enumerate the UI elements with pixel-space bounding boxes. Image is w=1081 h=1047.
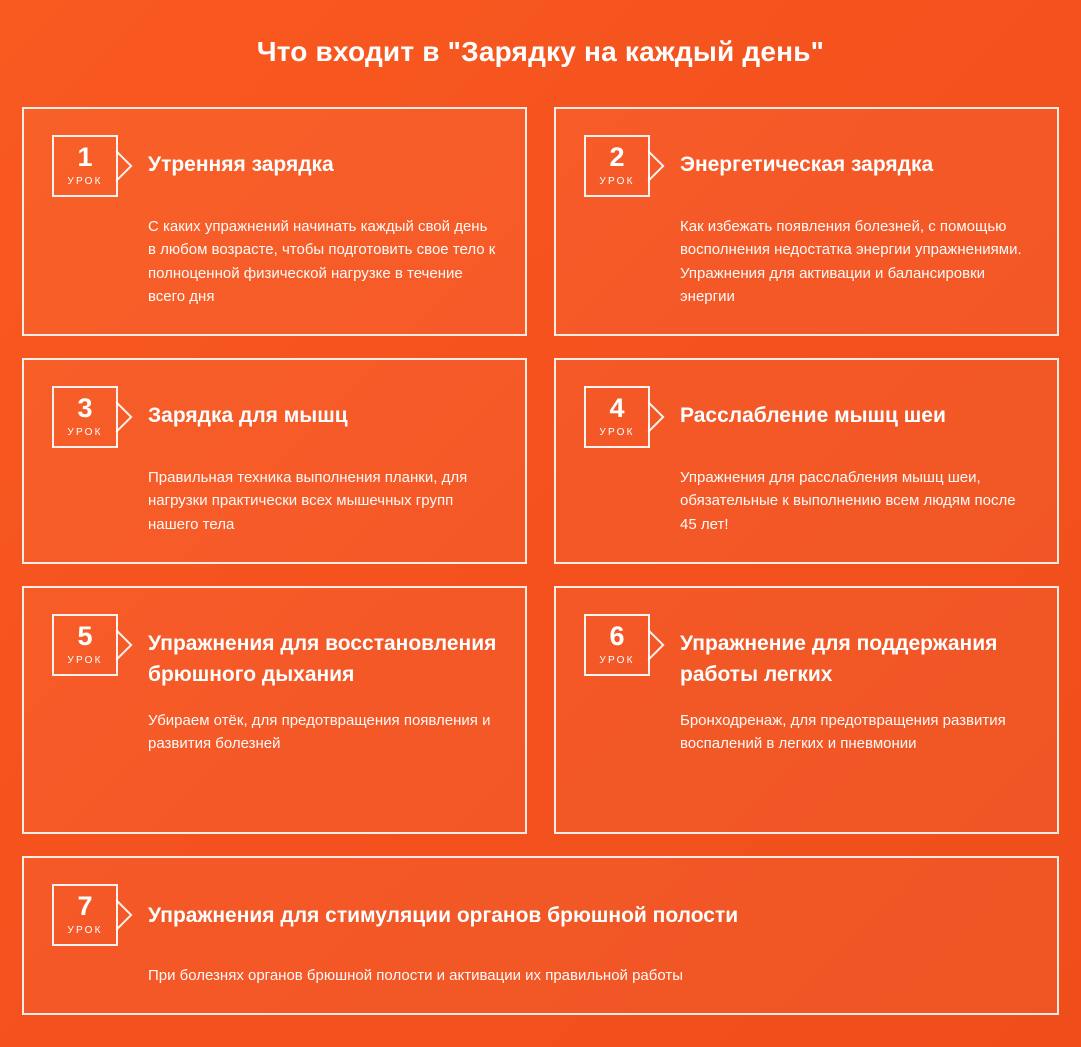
lesson-card-header	[584, 135, 1029, 197]
lesson-card-header	[52, 884, 1029, 946]
page-title: Что входит в "Зарядку на каждый день"	[256, 36, 825, 67]
lesson-number: 4	[609, 393, 625, 423]
lesson-word: УРОК	[67, 427, 103, 438]
lesson-badge-5	[52, 614, 118, 676]
lesson-description: С каких упражнений начинать каждый свой день в любом возрасте, чтобы подготовить свое тело к полноценной физической нагрузке в течение всего дня	[148, 218, 496, 305]
lesson-description: При болезнях органов брюшной полости и активации их правильной работы	[148, 966, 684, 984]
lesson-badge-7	[52, 884, 118, 946]
lesson-card-5[interactable]	[22, 586, 527, 834]
lesson-title: Упражнения для восстановления брюшного дыхания	[148, 631, 497, 687]
lesson-card-grid	[0, 69, 1081, 1015]
lesson-card-4[interactable]	[554, 358, 1059, 564]
lesson-description: Правильная техника выполнения планки, для нагрузки практически всех мышечных групп нашего тела	[148, 469, 468, 533]
lesson-title: Энергетическая зарядка	[680, 153, 934, 176]
lesson-card-header	[584, 386, 1029, 448]
lesson-badge-4	[584, 386, 650, 448]
lesson-card-2[interactable]	[554, 107, 1059, 336]
lesson-card-header	[52, 135, 497, 197]
lesson-badge-6	[584, 614, 650, 676]
lesson-description: Бронходренаж, для предотвращения развития воспалений в легких и пневмонии	[680, 711, 1006, 752]
lesson-number: 3	[77, 393, 93, 423]
lesson-word: УРОК	[599, 176, 635, 187]
lesson-description: Упражнения для расслабления мышц шеи, обязательные к выполнению всем людям после 45 лет!	[680, 469, 1016, 533]
lesson-number: 7	[77, 890, 93, 921]
lesson-card-1[interactable]	[22, 107, 527, 336]
lesson-title: Утренняя зарядка	[148, 153, 334, 176]
lesson-word: УРОК	[67, 924, 103, 936]
lesson-number: 5	[77, 620, 93, 651]
lesson-number: 2	[609, 142, 625, 172]
lesson-card-header	[52, 614, 497, 691]
lesson-number: 6	[609, 620, 625, 651]
lesson-card-header	[584, 614, 1029, 691]
lesson-badge-2	[584, 135, 650, 197]
lesson-title: Упражнение для поддержания работы легких	[680, 631, 998, 687]
lesson-card-6[interactable]	[554, 586, 1059, 834]
lesson-word: УРОК	[67, 176, 103, 187]
lesson-card-3[interactable]	[22, 358, 527, 564]
lesson-card-7[interactable]	[22, 856, 1059, 1015]
lesson-title: Упражнения для стимуляции органов брюшной полости	[148, 903, 739, 927]
lesson-badge-1	[52, 135, 118, 197]
lesson-title: Зарядка для мышц	[148, 404, 348, 427]
lesson-word: УРОК	[599, 654, 635, 666]
lesson-word: УРОК	[599, 427, 635, 438]
lesson-title: Расслабление мышц шеи	[680, 404, 946, 427]
lesson-number: 1	[77, 142, 93, 172]
lesson-description: Как избежать появления болезней, с помощью восполнения недостатка энергии упражнениями. Упражнения для активации и балансировки энергии	[680, 218, 1022, 305]
lesson-badge-3	[52, 386, 118, 448]
lesson-word: УРОК	[67, 654, 103, 666]
lesson-description: Убираем отёк, для предотвращения появления и развития болезней	[148, 711, 491, 752]
lesson-card-header	[52, 386, 497, 448]
